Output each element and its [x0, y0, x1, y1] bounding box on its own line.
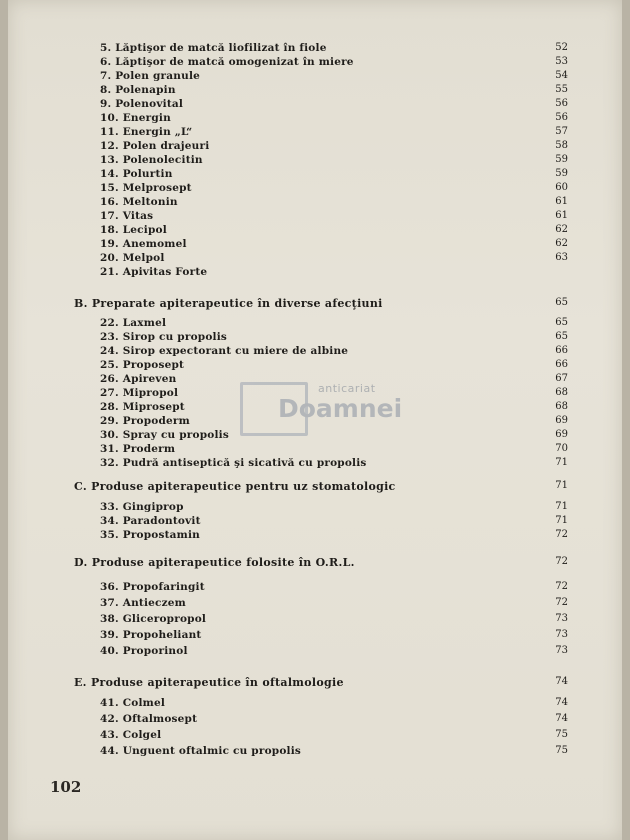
toc-entry-21: 21. Apivitas Forte — [100, 266, 208, 278]
toc-entry-10: 10. Energin 56 — [100, 112, 568, 124]
watermark-line1: anticariat — [318, 382, 376, 395]
toc-entry-35: 35. Propostamin 72 — [100, 529, 568, 541]
toc-entry-42: 42. Oftalmosept 74 — [100, 713, 568, 725]
toc-entry-29: 29. Propoderm 69 — [100, 415, 568, 427]
toc-entry-6: 6. Lăptişor de matcă omogenizat în miere 53 — [100, 56, 568, 68]
page-number: 102 — [50, 778, 82, 796]
toc-entry-12: 12. Polen drajeuri 58 — [100, 140, 568, 152]
toc-entry-40: 40. Proporinol 73 — [100, 645, 568, 657]
toc-entry-8: 8. Polenapin 55 — [100, 84, 568, 96]
toc-entry-28: 28. Miprosept 68 — [100, 401, 568, 413]
toc-entry-30: 30. Spray cu propolis 69 — [100, 429, 568, 441]
toc-section-b: B. Preparate apiterapeutice în diverse afecţiuni 65 — [74, 297, 568, 310]
toc-entry-7: 7. Polen granule 54 — [100, 70, 568, 82]
book-page — [8, 0, 622, 840]
toc-entry-39: 39. Propoheliant 73 — [100, 629, 568, 641]
toc-entry-11: 11. Energin „L“ 57 — [100, 126, 568, 138]
toc-entry-20: 20. Melpol 63 — [100, 252, 568, 264]
toc-section-e: E. Produse apiterapeutice în oftalmologie 74 — [74, 676, 568, 689]
toc-entry-25: 25. Proposept 66 — [100, 359, 568, 371]
toc-entry-26: 26. Apireven 67 — [100, 373, 568, 385]
toc-entry-18: 18. Lecipol 62 — [100, 224, 568, 236]
toc-entry-9: 9. Polenovital 56 — [100, 98, 568, 110]
toc-entry-43: 43. Colgel 75 — [100, 729, 568, 741]
toc-entry-31: 31. Proderm 70 — [100, 443, 568, 455]
toc-entry-24: 24. Sirop expectorant cu miere de albine 66 — [100, 345, 568, 357]
toc-entry-32: 32. Pudră antiseptică şi sicativă cu propolis 71 — [100, 457, 568, 469]
toc-entry-33: 33. Gingiprop 71 — [100, 501, 568, 513]
watermark-line2: Doamnei — [278, 394, 403, 423]
toc-entry-41: 41. Colmel 74 — [100, 697, 568, 709]
toc-entry-34: 34. Paradontovit 71 — [100, 515, 568, 527]
toc-entry-14: 14. Polurtin 59 — [100, 168, 568, 180]
toc-entry-23: 23. Sirop cu propolis 65 — [100, 331, 568, 343]
toc-entry-19: 19. Anemomel 62 — [100, 238, 568, 250]
toc-entry-38: 38. Gliceropropol 73 — [100, 613, 568, 625]
toc-entry-37: 37. Antieczem 72 — [100, 597, 568, 609]
toc-entry-36: 36. Propofaringit 72 — [100, 581, 568, 593]
toc-entry-17: 17. Vitas 61 — [100, 210, 568, 222]
toc-entry-44: 44. Unguent oftalmic cu propolis 75 — [100, 745, 568, 757]
watermark-logo — [240, 382, 410, 432]
toc-entry-15: 15. Melprosept 60 — [100, 182, 568, 194]
toc-section-d: D. Produse apiterapeutice folosite în O.R.L. 72 — [74, 556, 568, 569]
toc-entry-16: 16. Meltonin 61 — [100, 196, 568, 208]
toc-entry-13: 13. Polenolecitin 59 — [100, 154, 568, 166]
toc-entry-5: 5. Lăptişor de matcă liofilizat în fiole 52 — [100, 42, 568, 54]
toc-entry-27: 27. Mipropol 68 — [100, 387, 568, 399]
toc-entry-22: 22. Laxmel 65 — [100, 317, 568, 329]
toc-section-c: C. Produse apiterapeutice pentru uz stomatologic 71 — [74, 480, 568, 493]
